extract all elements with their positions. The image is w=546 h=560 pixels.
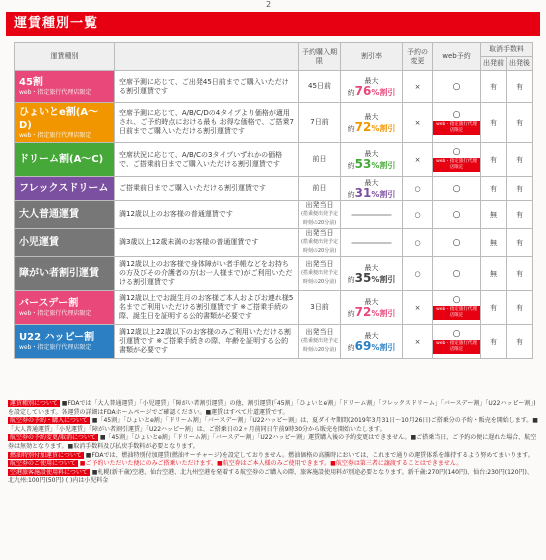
booking-period-value: 出発当日 bbox=[305, 260, 334, 268]
booking-period-value: 出発当日 bbox=[305, 229, 334, 237]
page-title: 運賃種別一覧 bbox=[6, 12, 540, 36]
fare-name: 小児運賃 bbox=[19, 237, 59, 248]
discount-rate bbox=[341, 201, 403, 229]
header-booking-period: 予約購入期限 bbox=[299, 43, 341, 71]
booking-period-value: 3日前 bbox=[310, 303, 329, 311]
note-text: ■ご予約いただいた便にのみご搭乗いただけます。■航空券はご本人様のみご使用できます。■航空券は第三者に譲渡することはできません。 bbox=[77, 460, 463, 468]
discount-line bbox=[352, 211, 392, 219]
discount-max-label: 最大 bbox=[364, 178, 379, 187]
web-reservation bbox=[433, 229, 481, 257]
fare-description: 空席予測に応じて、ご出発45日前までご購入いただける割引運賃です bbox=[115, 71, 299, 103]
discount-suffix: %割引 bbox=[371, 87, 396, 97]
fare-name-note: web・指定旅行代理店限定 bbox=[19, 344, 92, 351]
discount-rate bbox=[341, 103, 403, 143]
fare-row bbox=[15, 201, 533, 229]
cancel-fee-after: 有 bbox=[507, 103, 533, 143]
fare-name: フレックスドリーム bbox=[19, 183, 109, 194]
fare-name-cell bbox=[15, 229, 115, 257]
change-allowed: ○ bbox=[403, 177, 433, 201]
discount-suffix: ――――― bbox=[351, 209, 392, 219]
discount-max-label: 最大 bbox=[364, 263, 379, 272]
change-allowed: × bbox=[403, 291, 433, 325]
booking-period bbox=[299, 177, 341, 201]
fare-description: 満3歳以上12歳未満のお客様の普通運賃です bbox=[115, 229, 299, 257]
discount-percent: 72 bbox=[354, 304, 372, 319]
fare-name-cell bbox=[15, 143, 115, 177]
web-availability: ○ bbox=[433, 184, 480, 194]
fare-row bbox=[15, 143, 533, 177]
web-reservation bbox=[433, 325, 481, 359]
fare-name-cell bbox=[15, 71, 115, 103]
cancel-fee-before: 有 bbox=[481, 71, 507, 103]
change-allowed: ○ bbox=[403, 201, 433, 229]
fare-name: U22 ハッピー割 bbox=[19, 332, 95, 343]
fare-name: 45割 bbox=[19, 77, 43, 88]
web-availability: ○ bbox=[433, 295, 480, 305]
discount-prefix: 約 bbox=[347, 190, 355, 199]
discount-max-label: 最大 bbox=[364, 149, 379, 158]
web-reservation bbox=[433, 177, 481, 201]
fare-description: 空席状況に応じて、A/B/Cの3タイプいずれかの価格で、ご搭乗前日までご購入いただける割引運賃です bbox=[115, 143, 299, 177]
cancel-fee-before: 無 bbox=[481, 201, 507, 229]
booking-period-note: (搭乗便出発予定時刻の20分前) bbox=[301, 338, 338, 353]
discount-line bbox=[347, 304, 396, 319]
fare-name: 大人普通運賃 bbox=[19, 209, 79, 220]
header-discount: 割引率 bbox=[341, 43, 403, 71]
discount-prefix: 約 bbox=[347, 275, 355, 284]
booking-period bbox=[299, 325, 341, 359]
fare-name-cell bbox=[15, 325, 115, 359]
note-text: ■「45割」「ひょいとe割」「ドリーム割」「バースデー割」「U22ハッピー割」運賃購入後の予約変更はできません。■ご搭乗当日、ご予約の便に遅れた場合、航空券は無効となります。■取消手数料及び払戻手数料が必要となります。 bbox=[8, 434, 537, 450]
discount-prefix: 約 bbox=[347, 343, 355, 352]
discount-prefix: 約 bbox=[347, 161, 355, 170]
note-label: 運賃種別について bbox=[10, 400, 58, 407]
header-cancel-fee: 取消手数料 bbox=[481, 43, 533, 57]
fare-row bbox=[15, 103, 533, 143]
discount-line bbox=[347, 338, 396, 353]
cancel-fee-before: 有 bbox=[481, 103, 507, 143]
booking-period-note: (搭乗便出発予定時刻の20分前) bbox=[301, 239, 338, 254]
web-reservation bbox=[433, 103, 481, 143]
note-label: 航空券のご使用について bbox=[10, 460, 76, 468]
fare-name-cell bbox=[15, 103, 115, 143]
cancel-fee-before: 有 bbox=[481, 177, 507, 201]
web-availability: ○ bbox=[433, 238, 480, 248]
change-allowed: × bbox=[403, 143, 433, 177]
cancel-fee-before: 無 bbox=[481, 229, 507, 257]
discount-prefix: 約 bbox=[347, 309, 355, 318]
note-label: 燃油特別付加運賃について bbox=[10, 451, 82, 459]
cancel-fee-after: 有 bbox=[507, 229, 533, 257]
booking-period bbox=[299, 143, 341, 177]
note-label: 航空券の予約変更/取消について bbox=[10, 434, 96, 442]
header-cancel-before: 出発前 bbox=[481, 57, 507, 71]
discount-line bbox=[352, 239, 392, 247]
fare-row bbox=[15, 325, 533, 359]
note-paragraph bbox=[8, 417, 538, 434]
booking-period bbox=[299, 291, 341, 325]
discount-rate bbox=[341, 177, 403, 201]
discount-percent: 76 bbox=[354, 83, 372, 98]
discount-suffix: %割引 bbox=[371, 189, 396, 199]
web-availability: ○ bbox=[433, 110, 480, 120]
header-change: 予約の変更 bbox=[403, 43, 433, 71]
web-availability: ○ bbox=[433, 269, 480, 279]
booking-period-value: 7日前 bbox=[310, 118, 329, 126]
note-paragraph bbox=[8, 460, 538, 469]
note-paragraph bbox=[8, 469, 538, 486]
booking-period-value: 出発当日 bbox=[305, 201, 334, 209]
note-text: ■FDAでは、燃油特別付加運賃(燃油サーチャージ)を設定しておりません。燃油価格の高騰時においては、これまで通りの運賃体系を維持するよう努めてまいります。 bbox=[83, 451, 534, 459]
web-limited-badge: web・指定旅行代理店限定 bbox=[433, 158, 480, 172]
fare-description: ご搭乗前日までご購入いただける割引運賃です bbox=[115, 177, 299, 201]
web-reservation bbox=[433, 201, 481, 229]
header-web: web予約 bbox=[433, 43, 481, 71]
cancel-fee-after: 有 bbox=[507, 71, 533, 103]
discount-suffix: %割引 bbox=[371, 342, 396, 352]
discount-suffix: %割引 bbox=[371, 308, 396, 318]
note-paragraph bbox=[8, 400, 538, 417]
discount-prefix: 約 bbox=[347, 124, 355, 133]
fare-description: 満12歳以上22歳以下のお客様のみご利用いただける割引運賃です ※ご搭乗手続きの際、年齢を証明する公的書類が必要です bbox=[115, 325, 299, 359]
header-description bbox=[115, 43, 299, 71]
discount-max-label: 最大 bbox=[364, 76, 379, 85]
fare-name-cell bbox=[15, 201, 115, 229]
web-reservation bbox=[433, 71, 481, 103]
web-availability: ○ bbox=[433, 82, 480, 92]
web-availability: ○ bbox=[433, 329, 480, 339]
note-text: ■札幌(新千歳)空港、仙台空港、北九州空港を発着する航空券のご購入の際、旅客施設使用料が別途必要となります。新千歳:270円(140円)、仙台:230円(120円)、北九州:100円(50円) ( )内は小児料金 bbox=[8, 468, 533, 485]
booking-period-value: 出発当日 bbox=[305, 328, 334, 336]
fare-description: 満12歳以上でお誕生月のお客様ご本人およびお連れ様5名までご利用いただける割引運賃です ※ご搭乗手続の際、誕生日を証明する公的書類が必要です bbox=[115, 291, 299, 325]
discount-rate bbox=[341, 143, 403, 177]
discount-percent: 53 bbox=[354, 156, 372, 171]
cancel-fee-after: 有 bbox=[507, 257, 533, 291]
fare-row bbox=[15, 177, 533, 201]
booking-period bbox=[299, 71, 341, 103]
note-paragraph bbox=[8, 434, 538, 451]
web-availability: ○ bbox=[433, 210, 480, 220]
fare-row bbox=[15, 229, 533, 257]
fare-name-cell bbox=[15, 177, 115, 201]
discount-rate bbox=[341, 71, 403, 103]
fare-name-note: web・指定旅行代理店限定 bbox=[19, 310, 92, 317]
discount-suffix: %割引 bbox=[371, 274, 396, 284]
booking-period bbox=[299, 229, 341, 257]
note-text: ■FDAでは「大人普通運賃」「小児運賃」「障がい者割引運賃」の他、割引運賃(「45割」「ひょいとe割」「ドリーム割」「フレックスドリーム」「バースデー割」「U22ハッピー割」)を設定しています。各運賃の詳細はFDAホームページでご確認ください。■運賃はすべて片道運賃です。 bbox=[8, 400, 536, 416]
change-allowed: × bbox=[403, 71, 433, 103]
fare-name-note: web・指定旅行代理店限定 bbox=[19, 131, 92, 139]
fare-row bbox=[15, 71, 533, 103]
discount-max-label: 最大 bbox=[364, 331, 379, 340]
page-number: 2 bbox=[266, 0, 272, 9]
note-text: ■「45割」「ひょいとe割」「ドリーム割」「バースデー割」「U22ハッピー割」は、夏ダイヤ期間(2019年3月31日〜10月26日)ご搭乗分の予約・販売を開始します。■「大人普通運賃」「小児運賃」「障がい者割引運賃」「U22ハッピー割」は、ご搭乗日の2ヶ月前同日午前9時30分から販売を開始いたします。 bbox=[8, 417, 538, 433]
web-reservation bbox=[433, 143, 481, 177]
note-label: 航空券の予約・購入について bbox=[10, 417, 88, 425]
discount-suffix: ――――― bbox=[351, 237, 392, 247]
fare-description: 満12歳以上のお客様の普通運賃です bbox=[115, 201, 299, 229]
notes-section bbox=[8, 400, 538, 486]
discount-max-label: 最大 bbox=[364, 112, 379, 121]
fare-description: 満12歳以上のお客様で身体障がい者手帳などをお持ちの方及びその介護者の方(お一人様まで)がご利用いただける割引運賃です bbox=[115, 257, 299, 291]
booking-period-value: 前日 bbox=[312, 184, 327, 192]
fare-description: 空席予測に応じて、A/B/C/Dの4タイプより価格が適用され、ご予約時点における最も お得な価格で、ご搭乗7日前までご購入いただける割引運賃です bbox=[115, 103, 299, 143]
booking-period bbox=[299, 257, 341, 291]
fare-name: 障がい者割引運賃 bbox=[19, 268, 99, 279]
discount-prefix: 約 bbox=[347, 88, 355, 97]
fare-name: バースデー割 bbox=[19, 298, 79, 309]
web-availability: ○ bbox=[433, 147, 480, 157]
discount-percent: 72 bbox=[354, 119, 372, 134]
discount-percent: 31 bbox=[354, 185, 372, 200]
note-paragraph bbox=[8, 452, 538, 461]
change-allowed: × bbox=[403, 325, 433, 359]
change-allowed: × bbox=[403, 103, 433, 143]
cancel-fee-after: 有 bbox=[507, 177, 533, 201]
web-reservation bbox=[433, 291, 481, 325]
cancel-fee-after: 有 bbox=[507, 325, 533, 359]
booking-period-value: 前日 bbox=[312, 155, 327, 163]
web-limited-badge: web・指定旅行代理店限定 bbox=[433, 340, 480, 354]
cancel-fee-before: 無 bbox=[481, 257, 507, 291]
booking-period bbox=[299, 201, 341, 229]
cancel-fee-after: 有 bbox=[507, 291, 533, 325]
booking-period-note: (搭乗便出発予定時刻の20分前) bbox=[301, 270, 338, 285]
discount-rate bbox=[341, 257, 403, 291]
discount-line bbox=[347, 185, 396, 200]
discount-percent: 35 bbox=[354, 270, 372, 285]
header-fare-type: 運賃種別 bbox=[15, 43, 115, 71]
discount-suffix: %割引 bbox=[371, 123, 396, 133]
web-limited-badge: web・指定旅行代理店限定 bbox=[433, 306, 480, 320]
discount-rate bbox=[341, 325, 403, 359]
fare-name-cell bbox=[15, 257, 115, 291]
fare-type-table bbox=[14, 42, 533, 359]
booking-period-value: 45日前 bbox=[308, 82, 331, 90]
booking-period bbox=[299, 103, 341, 143]
discount-rate bbox=[341, 291, 403, 325]
discount-line bbox=[347, 270, 396, 285]
discount-max-label: 最大 bbox=[364, 297, 379, 306]
booking-period-note: (搭乗便出発予定時刻の20分前) bbox=[301, 211, 338, 226]
discount-rate bbox=[341, 229, 403, 257]
discount-line bbox=[347, 156, 396, 171]
fare-row bbox=[15, 257, 533, 291]
discount-line bbox=[347, 83, 396, 98]
fare-name: ドリーム割(A〜C) bbox=[19, 154, 104, 165]
cancel-fee-before: 有 bbox=[481, 143, 507, 177]
web-reservation bbox=[433, 257, 481, 291]
web-limited-badge: web・指定旅行代理店限定 bbox=[433, 121, 480, 135]
discount-suffix: %割引 bbox=[371, 160, 396, 170]
cancel-fee-after: 有 bbox=[507, 201, 533, 229]
header-cancel-after: 出発後 bbox=[507, 57, 533, 71]
fare-row bbox=[15, 291, 533, 325]
fare-name-note: web・指定旅行代理店限定 bbox=[19, 89, 92, 96]
change-allowed: ○ bbox=[403, 257, 433, 291]
change-allowed: ○ bbox=[403, 229, 433, 257]
discount-line bbox=[347, 119, 396, 134]
cancel-fee-after: 有 bbox=[507, 143, 533, 177]
fare-name-cell bbox=[15, 291, 115, 325]
note-label: 空港旅客施設使用料について bbox=[10, 468, 88, 476]
discount-percent: 69 bbox=[354, 338, 372, 353]
cancel-fee-before: 有 bbox=[481, 291, 507, 325]
fare-name: ひょいとe割(A〜D) bbox=[19, 106, 99, 131]
cancel-fee-before: 有 bbox=[481, 325, 507, 359]
